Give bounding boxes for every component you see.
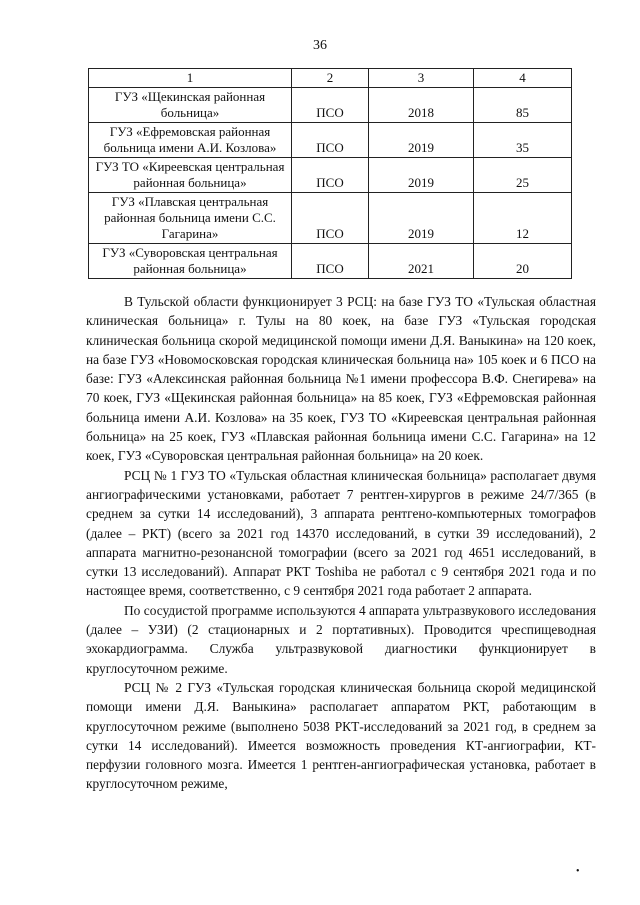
- table-row: [89, 158, 572, 193]
- beds-cell: 85: [474, 88, 572, 123]
- beds-cell: 20: [474, 244, 572, 279]
- year-cell: 2018: [369, 88, 474, 123]
- paragraph: РСЦ № 2 ГУЗ «Тульская городская клиническая больница скорой медицинской помощи имени Д.Я. Ваныкина» располагает аппаратом РКТ, работающим в круглосуточном режиме (выполнено 5038 РКТ-исследований за 2021 год, в среднем за сутки 14 исследований). Имеется возможность проведения КТ-ангиографии, КТ-перфузии головного мозга. Имеется 1 рентген-ангиографическая установка, работает в круглосуточном режиме,: [86, 679, 596, 792]
- table-header-cell: 3: [369, 69, 474, 88]
- facility-type-cell: ПСО: [292, 158, 369, 193]
- facilities-table: [88, 68, 572, 279]
- facility-type-cell: ПСО: [292, 193, 369, 244]
- hospital-name-cell: ГУЗ ТО «Киреевская центральная районная больница»: [89, 158, 292, 193]
- table-row: [89, 244, 572, 279]
- facility-type-cell: ПСО: [292, 88, 369, 123]
- paragraph: РСЦ № 1 ГУЗ ТО «Тульская областная клиническая больница» располагает двумя ангиографическими установками, работает 7 рентген-хирургов в режиме 24/7/365 (в среднем за сутки 14 исследований), 3 аппарата рентгено-компьютерных томографов (далее – РКТ) (всего за 2021 год 14370 исследований, в сутки 39 исследований), 2 аппарата магнитно-резонансной томографии (всего за 2021 год 4651 исследований, в сутки 13 исследований). Аппарат РКТ Toshiba не работал с 9 сентября 2021 года и по настоящее время, соответственно, с 9 сентября 2021 года работает 2 аппарата.: [86, 467, 596, 599]
- beds-cell: 35: [474, 123, 572, 158]
- table-row: [89, 123, 572, 158]
- beds-cell: 25: [474, 158, 572, 193]
- table-header-cell: 4: [474, 69, 572, 88]
- beds-cell: 12: [474, 193, 572, 244]
- year-cell: 2019: [369, 123, 474, 158]
- paragraph: По сосудистой программе используются 4 аппарата ультразвукового исследования (далее – УЗИ) (2 стационарных и 2 портативных). Проводится чреспищеводная эхокардиограмма. Служба ультразвуковой диагностики функционирует в круглосуточном режиме.: [86, 602, 596, 676]
- year-cell: 2019: [369, 193, 474, 244]
- document-body: [86, 292, 596, 794]
- table-header-row: [89, 69, 572, 88]
- hospital-name-cell: ГУЗ «Ефремовская районная больница имени А.И. Козлова»: [89, 123, 292, 158]
- facility-type-cell: ПСО: [292, 123, 369, 158]
- hospital-name-cell: ГУЗ «Суворовская центральная районная больница»: [89, 244, 292, 279]
- paragraph: В Тульской области функционирует 3 РСЦ: на базе ГУЗ ТО «Тульская областная клиническая больница» г. Тулы на 80 коек, на базе ГУЗ «Тульская городская клиническая больница скорой медицинской помощи имени Д.Я. Ваныкина» на 120 коек, на базе ГУЗ «Новомосковская городская клиническая больница на» 105 коек и 6 ПСО на базе: ГУЗ «Алексинская районная больница №1 имени профессора В.Ф. Снегирева» на 70 коек, ГУЗ «Щекинская районная больница» на 85 коек, ГУЗ «Ефремовская районная больница имени А.И. Козлова» на 35 коек, ГУЗ ТО «Киреевская центральная районная больница» на 25 коек, ГУЗ «Плавская районная больница имени С.С. Гагарина» на 12 коек, ГУЗ «Суворовская центральная районная больница» на 20 коек.: [86, 294, 596, 464]
- hospital-name-cell: ГУЗ «Щекинская районная больница»: [89, 88, 292, 123]
- facility-type-cell: ПСО: [292, 244, 369, 279]
- hospital-name-cell: ГУЗ «Плавская центральная районная больница имени С.С. Гагарина»: [89, 193, 292, 244]
- table-row: [89, 193, 572, 244]
- footer-mark: •: [576, 866, 580, 877]
- page-number: 36: [313, 38, 327, 53]
- table-row: [89, 88, 572, 123]
- table-header-cell: 1: [89, 69, 292, 88]
- year-cell: 2019: [369, 158, 474, 193]
- table-header-cell: 2: [292, 69, 369, 88]
- year-cell: 2021: [369, 244, 474, 279]
